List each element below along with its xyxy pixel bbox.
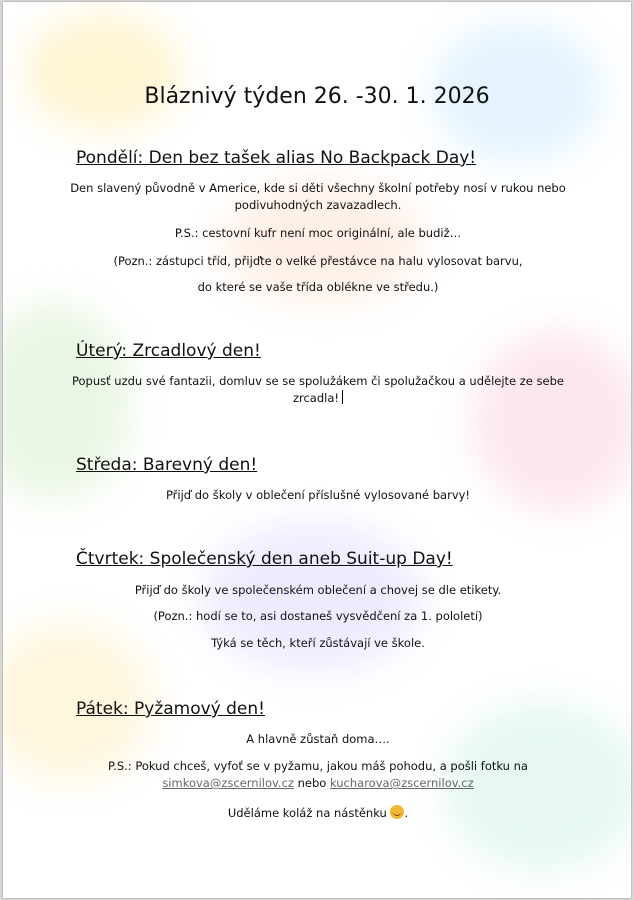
monday-paragraph-2: P.S.: cestovní kufr není moc originální, ale budiž… <box>174 226 462 240</box>
monday-paragraph-3: (Pozn.: zástupci tříd, přijďte o velké přestávce na halu vylosovat barvu, <box>113 254 523 268</box>
friday-paragraph-3 <box>63 805 573 822</box>
tuesday-paragraph-1 <box>63 373 573 407</box>
friday-text: P.S.: Pokud chceš, vyfoť se v pyžamu, jakou máš pohodu, a pošli fotku na <box>108 759 528 773</box>
heading-wednesday: Středa: Barevný den! <box>76 455 258 475</box>
friday-collage-text: Uděláme koláž na nástěnku <box>227 806 387 820</box>
heading-monday-text: Pondělí: Den bez tašek alias No Backpack Day! <box>76 148 477 168</box>
smiley-emoji-icon <box>390 805 404 819</box>
tuesday-text: Popusť uzdu své fantazii, domluv se se spolužákem či spolužačkou a udělejte ze sebe zrcadla! <box>72 374 564 405</box>
document-page <box>3 2 631 898</box>
page-title: Bláznivý týden 26. -30. 1. 2026 <box>144 84 490 109</box>
monday-paragraph-1: Den slavený původně v Americe, kde si děti všechny školní potřeby nosí v rukou nebo podivuhodných zavazadlech. <box>70 181 566 212</box>
heading-thursday: Čtvrtek: Společenský den aneb Suit-up Day! <box>76 549 453 569</box>
heading-tuesday: Úterý: Zrcadlový den! <box>76 341 261 361</box>
email-link-kucharova[interactable]: kucharova@zscernilov.cz <box>329 776 474 790</box>
heading-friday: Pátek: Pyžamový den! <box>76 699 265 719</box>
thursday-paragraph-3: Týká se těch, kteří zůstávají ve škole. <box>211 636 425 650</box>
text-cursor <box>342 390 343 404</box>
friday-period: . <box>404 806 409 820</box>
thursday-paragraph-2: (Pozn.: hodí se to, asi dostaneš vysvědčení za 1. pololetí) <box>153 609 483 623</box>
wednesday-paragraph-1: Přijď do školy v oblečení příslušné vylosované barvy! <box>165 488 471 502</box>
email-link-simkova[interactable]: simkova@zscernilov.cz <box>162 776 294 790</box>
friday-conjunction: nebo <box>297 776 327 790</box>
friday-paragraph-1: A hlavně zůstaň doma…. <box>246 732 390 746</box>
monday-paragraph-4: do které se vaše třída oblékne ve středu.) <box>197 280 439 294</box>
thursday-paragraph-1: Přijď do školy ve společenském oblečení a chovej se dle etikety. <box>134 583 502 597</box>
heading-monday <box>76 148 476 168</box>
friday-paragraph-2 <box>63 758 573 792</box>
